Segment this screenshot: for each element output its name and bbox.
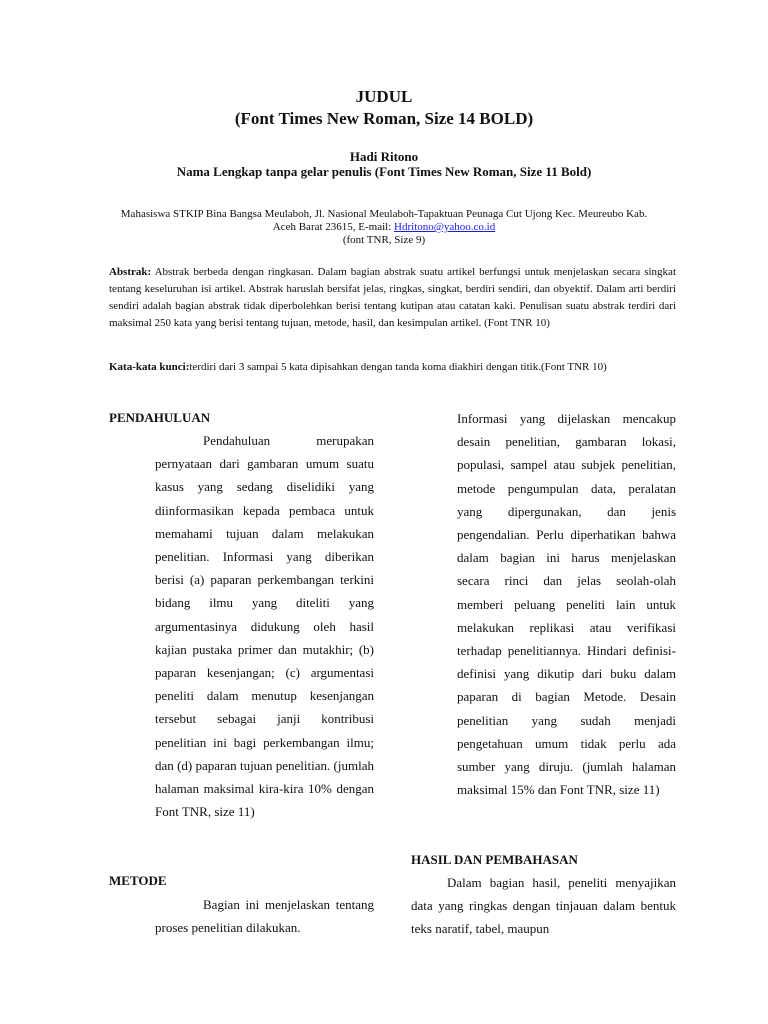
affiliation-line1: Mahasiswa STKIP Bina Bangsa Meulaboh, Jl. Nasional Meulaboh-Tapaktuan Peunaga Cut Ujong Kec. Meureubo Kab. (120, 208, 648, 220)
affiliation-line2 (100, 221, 668, 234)
author-name: Hadi Ritono (349, 149, 419, 164)
keywords-label: Kata-kata kunci: (109, 361, 190, 373)
paper-title: JUDUL (355, 87, 413, 106)
keywords-text: terdiri dari 3 sampai 5 kata dipisahkan dengan tanda koma diakhiri dengan titik.(Font TNR 10) (189, 361, 607, 373)
author-note: Nama Lengkap tanpa gelar penulis (Font Times New Roman, Size 11 Bold) (176, 164, 592, 179)
email-link[interactable]: Hdritono@yahoo.co.id (394, 221, 496, 233)
section-heading-pendahuluan: PENDAHULUAN (109, 410, 211, 425)
affiliation-address: Aceh Barat 23615, E-mail: (272, 221, 395, 233)
pendahuluan-paragraph: Pendahuluan merupakan pernyataan dari gambaran umum suatu kasus yang sedang diselidiki yang diinformasikan kepada pembaca untuk memahami tujuan dalam melakukan penelitian. Informasi yang diberikan berisi (a) paparan perkembangan terkini bidang ilmu yang diteliti yang argumentasinya didukung oleh hasil kajian pustaka primer dan mutakhir; (b) paparan kesenjangan; (c) argumentasi peneliti dalam menutup kesenjangan tersebut sebagai janji kontribusi penelitian ini bagi perkembangan ilmu; dan (d) paparan tujuan penelitian. (jumlah halaman maksimal kira-kira 10% dengan Font TNR, size 11) (155, 433, 374, 820)
abstract (109, 264, 676, 332)
hasil-paragraph: Dalam bagian hasil, peneliti menyajikan data yang ringkas dengan tinjauan dalam bentuk teks naratif, tabel, maupun (411, 875, 676, 937)
section-heading-hasil: HASIL DAN PEMBAHASAN (411, 852, 578, 867)
section-heading-metode: METODE (109, 873, 167, 888)
metode-paragraph: Bagian ini menjelaskan tentang proses penelitian dilakukan. (155, 897, 374, 936)
affiliation-font-note: (font TNR, Size 9) (342, 234, 426, 246)
affiliation (100, 208, 668, 247)
paper-title-note: (Font Times New Roman, Size 14 BOLD) (234, 109, 534, 128)
abstract-text: Abstrak berbeda dengan ringkasan. Dalam bagian abstrak suatu artikel berfungsi untuk menjelaskan secara singkat tentang keseluruhan isi artikel. Abstrak haruslah bersifat jelas, ringkas, singkat, berdiri sendiri, dan obyektif. Dalam arti berdiri sendiri adalah bagian abstrak tidak diperbolehkan berisi tentang kutipan atau catatan kaki. Penulisan suatu abstrak terdiri dari maksimal 250 kata yang berisi tentang tujuan, metode, hasil, dan kesimpulan artikel. (Font TNR 10) (109, 266, 676, 329)
metode-info-paragraph: Informasi yang dijelaskan mencakup desain penelitian, gambaran lokasi, populasi, sampel atau subjek penelitian, metode pengumpulan data, peralatan yang dipergunakan, dan jenis pengendalian. Perlu diperhatikan bahwa dalam bagian ini harus menjelaskan secara rinci dan jelas seolah-olah memberi peluang peneliti lain untuk melakukan replikasi atau verifikasi terhadap penelitiannya. Hindari definisi-definisi yang dikutip dari buku dalam paparan di bagian Metode. Desain penelitian yang sudah menjadi pengetahuan umum tidak perlu ada sumber yang diruju. (jumlah halaman maksimal 15% dan Font TNR, size 11) (457, 411, 676, 798)
keywords (109, 359, 676, 376)
abstract-label: Abstrak: (109, 266, 152, 278)
